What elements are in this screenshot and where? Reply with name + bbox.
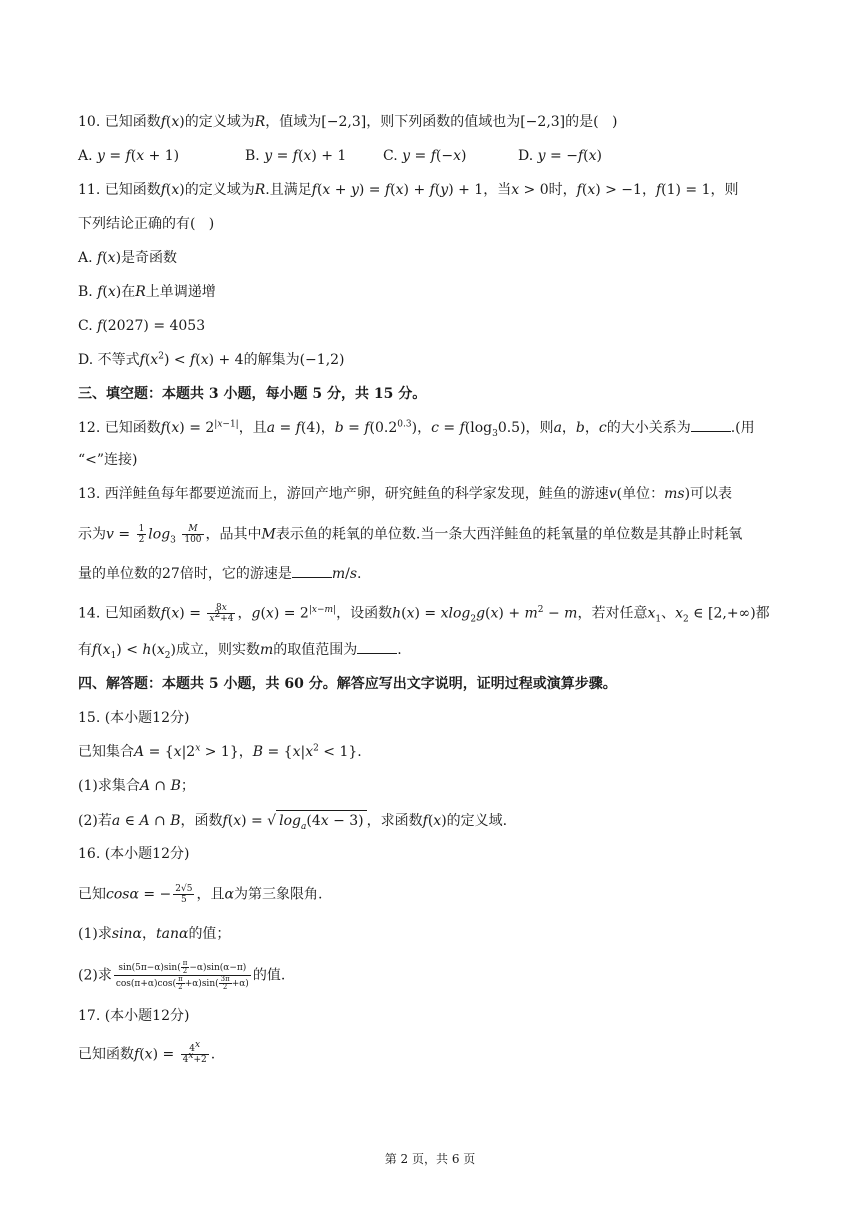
q17-heading: 17. (本小题12分) xyxy=(78,1008,190,1024)
q11-option-d: D. 不等式$f(x^2) < f(x) + 4$的解集为(−1,2) xyxy=(78,351,345,368)
q11-stem-line1: 11. 已知函数f(x)的定义域为R.且满足f(x + y) = f(x) + f(y) + 1，当x > 0时，f(x) > −1，f(1) = 1，则 xyxy=(78,182,739,198)
q10-option-d: D. y = −f(x) xyxy=(518,148,602,164)
q11-option-b: B. f(x)在R上单调递增 xyxy=(78,284,216,300)
section4-heading: 四、解答题：本题共 5 小题，共 60 分。解答应写出文字说明，证明过程或演算步骤。 xyxy=(78,676,617,692)
q11-option-a: A. f(x)是奇函数 xyxy=(78,250,178,266)
q13-line1: 13. 西洋鲑鱼每年都要逆流而上，游回产地产卵，研究鲑鱼的科学家发现，鲑鱼的游速v(单位：ms)可以表 xyxy=(78,486,733,502)
q15-line3: (2)若a ∈ A ∩ B，函数f(x) = √ $\log_a(4x - 3)$ ，求函数f(x)的定义域. xyxy=(78,810,507,831)
page-footer: 第 2 页，共 6 页 xyxy=(384,1152,476,1166)
q17-line1: 已知函数f(x) = $\frac{4^x}{4^x+2}$ . xyxy=(78,1040,216,1065)
q13-line3: 量的单位数的27倍时，它的游速是 m/s. xyxy=(78,566,362,582)
q15-heading: 15. (本小题12分) xyxy=(78,710,190,726)
q15-line2: (1)求集合A ∩ B； xyxy=(78,778,195,794)
q14-line1: 14. 已知函数f(x) = $\frac{8x}{x^2+4}$ ，$g(x) = 2^{|x-m|}$，设函数$h(x) = xlog_2g(x) + m^2 - m$，若对任意$x_1$、$x_2$ ∈ [2,+∞)都 xyxy=(78,603,770,625)
q11-option-c: C. f(2027) = 4053 xyxy=(78,318,206,334)
section3-heading: 三、填空题：本题共 3 小题，每小题 5 分，共 15 分。 xyxy=(78,386,427,402)
q10-option-b: B. y = f(x) + 1 xyxy=(245,148,347,164)
q10-option-a: A. y = f(x + 1) xyxy=(78,148,180,164)
q16-line3: (2)求 sin(5π−α)sin( $\frac{\pi}{2}$ −α)sin(α−π) cos(π+α)cos( $\frac{\pi}{2}$ +α)sin( $\frac{3\pi}{2}$ +α) 的值. xyxy=(78,959,286,991)
q11-stem-line2: 下列结论正确的有( ) xyxy=(78,216,215,232)
q16-heading: 16. (本小题12分) xyxy=(78,846,190,862)
q12-line2: “<”连接) xyxy=(78,452,138,468)
q16-line2: (1)求sinα，tanα的值； xyxy=(78,926,231,942)
q12-line1: 12. 已知函数$f(x) = 2^{|x-1|}$，且a = f(4)，$b = f(0.2^{0.3})$，$c = f(\log_30.5)$，则a，b，c的大小关系为 .(用 xyxy=(78,419,755,439)
q10-option-c: C. y = f(−x) xyxy=(383,148,467,164)
q16-line1: 已知cosα = − $\frac{2√5}{5}$ ，且α为第三象限角. xyxy=(78,884,323,905)
q15-line1: 已知集合$A = \{x|2^x > 1\}$，$B = \{x|x^2 < 1\}$. xyxy=(78,743,362,760)
q10-stem: 10. 已知函数f(x)的定义域为R，值域为[−2,3]，则下列函数的值域也为[−2,3]的是( ) xyxy=(78,114,618,130)
q14-line2: 有$f(x_1) < h(x_2)$成立，则实数m的取值范围为 . xyxy=(78,642,402,661)
q13-line2: 示为v = $\frac{1}{2}$ $\log_3$ $\frac{M}{100}$ ，品其中M表示鱼的耗氧的单位数.当一条大西洋鲑鱼的耗氧量的单位数是其静止时耗氧 xyxy=(78,524,743,546)
